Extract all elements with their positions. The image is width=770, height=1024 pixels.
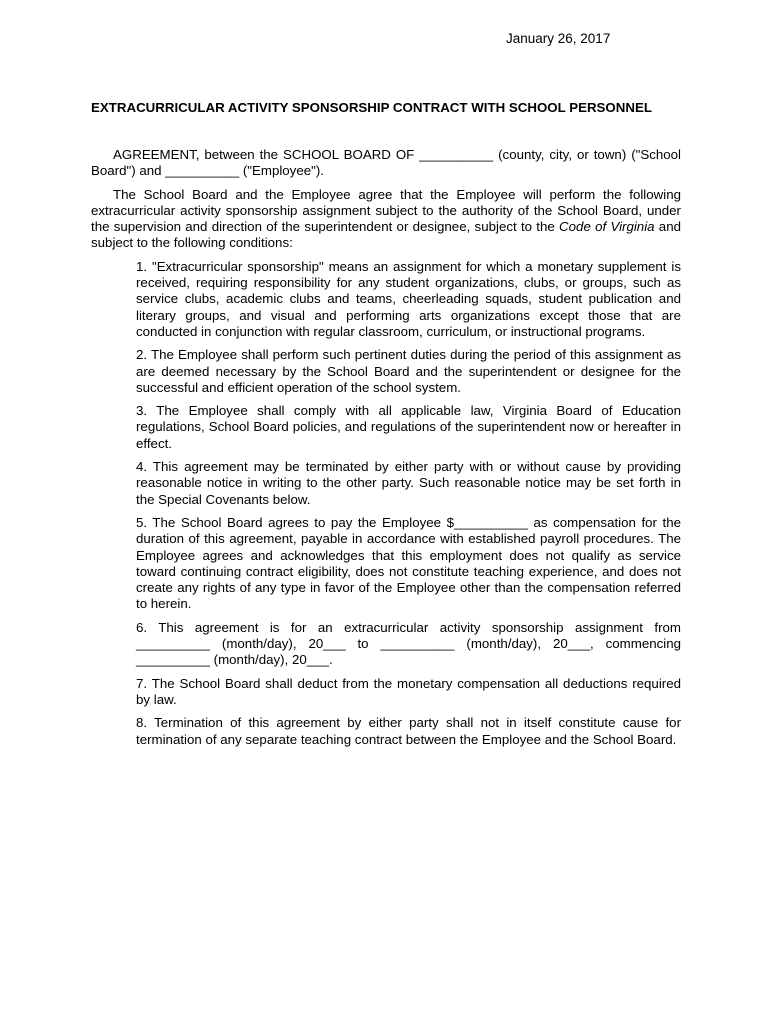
agreement-paragraph: AGREEMENT, between the SCHOOL BOARD OF __________ (county, city, or town) ("School Board") and __________ ("Employee"). bbox=[91, 147, 681, 179]
intro-text-before: The School Board and the Employee agree that the Employee will perform the following extracurricular activity sponsorship assignment subject to the authority of the School Board, under the supervision and direction of the superintendent or designee, subject to the bbox=[91, 186, 681, 235]
condition-item-7: 7. The School Board shall deduct from the monetary compensation all deductions required by law. bbox=[136, 675, 681, 707]
condition-item-3: 3. The Employee shall comply with all applicable law, Virginia Board of Education regulations, School Board policies, and regulations of the superintendent now or hereafter in effect. bbox=[136, 403, 681, 451]
condition-item-1: 1. "Extracurricular sponsorship" means an assignment for which a monetary supplement is received, requiring responsibility for any student organizations, clubs, or groups, such as service clubs, academic clubs and teams, cheerleading squads, student publication and literary groups, and visual and performing arts organizations except those that are conducted in conjunction with regular classroom, curriculum, or instructional programs. bbox=[136, 258, 681, 339]
condition-item-6: 6. This agreement is for an extracurricular activity sponsorship assignment from __________ (month/day), 20___ to __________ (month/day), 20___, commencing __________ (month/day), 20___. bbox=[136, 619, 681, 668]
intro-paragraph bbox=[91, 187, 681, 252]
code-of-virginia-reference: Code of Virginia bbox=[559, 219, 655, 235]
document-date: January 26, 2017 bbox=[506, 31, 611, 46]
condition-item-8: 8. Termination of this agreement by either party shall not in itself constitute cause for termination of any separate teaching contract between the Employee and the School Board. bbox=[136, 715, 681, 747]
condition-item-2: 2. The Employee shall perform such pertinent duties during the period of this assignment as are deemed necessary by the School Board and the superintendent or designee for the successful and efficient operation of the school system. bbox=[136, 347, 681, 395]
contract-body bbox=[91, 147, 681, 755]
conditions-list bbox=[136, 259, 681, 748]
condition-item-5: 5. The School Board agrees to pay the Employee $__________ as compensation for the duration of this agreement, payable in accordance with established payroll procedures. The Employee agrees and acknowledges that this employment does not qualify as service toward continuing contract eligibility, does not constitute teaching experience, and does not create any rights of any type in favor of the Employee other than the compensation referred to herein. bbox=[136, 514, 681, 612]
condition-item-4: 4. This agreement may be terminated by either party with or without cause by providing reasonable notice in writing to the other party. Such reasonable notice may be set forth in the Special Covenants below. bbox=[136, 459, 681, 507]
intro-text-after: and subject to the following conditions: bbox=[91, 219, 681, 251]
document-title: EXTRACURRICULAR ACTIVITY SPONSORSHIP CONTRACT WITH SCHOOL PERSONNEL bbox=[91, 100, 652, 115]
